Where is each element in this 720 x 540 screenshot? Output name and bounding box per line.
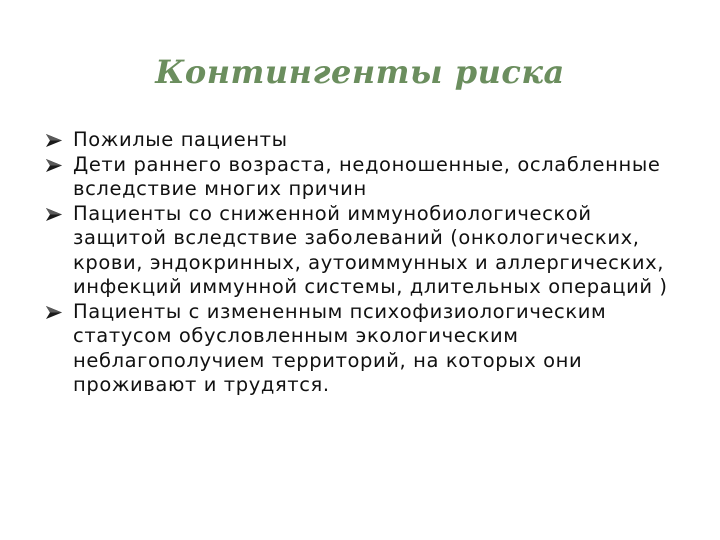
bullet-text: Пожилые пациенты: [73, 128, 288, 151]
list-item: [46, 128, 686, 153]
arrowhead-bullet-icon: [46, 159, 62, 172]
bullet-text: Пациенты с измененным психофизиологическим статусом обусловленным экологическим неблагополучием территорий, на которых они проживают и трудятся.: [73, 299, 607, 396]
list-item: [46, 300, 686, 398]
arrowhead-bullet-icon: [46, 134, 62, 147]
bullet-list: [46, 128, 686, 398]
list-item: [46, 202, 686, 300]
bullet-text: Дети раннего возраста, недоношенные, ослабленные вследствие многих причин: [73, 152, 661, 200]
slide-title: Контингенты риска: [155, 53, 565, 91]
bullet-text: Пациенты со сниженной иммунобиологической защитой вследствие заболеваний (онкологических, крови, эндокринных, аутоиммунных и аллергических, инфекций иммунной системы, длительных операций ): [73, 201, 668, 298]
arrowhead-bullet-icon: [46, 208, 62, 221]
list-item: [46, 153, 686, 202]
arrowhead-bullet-icon: [46, 306, 62, 319]
